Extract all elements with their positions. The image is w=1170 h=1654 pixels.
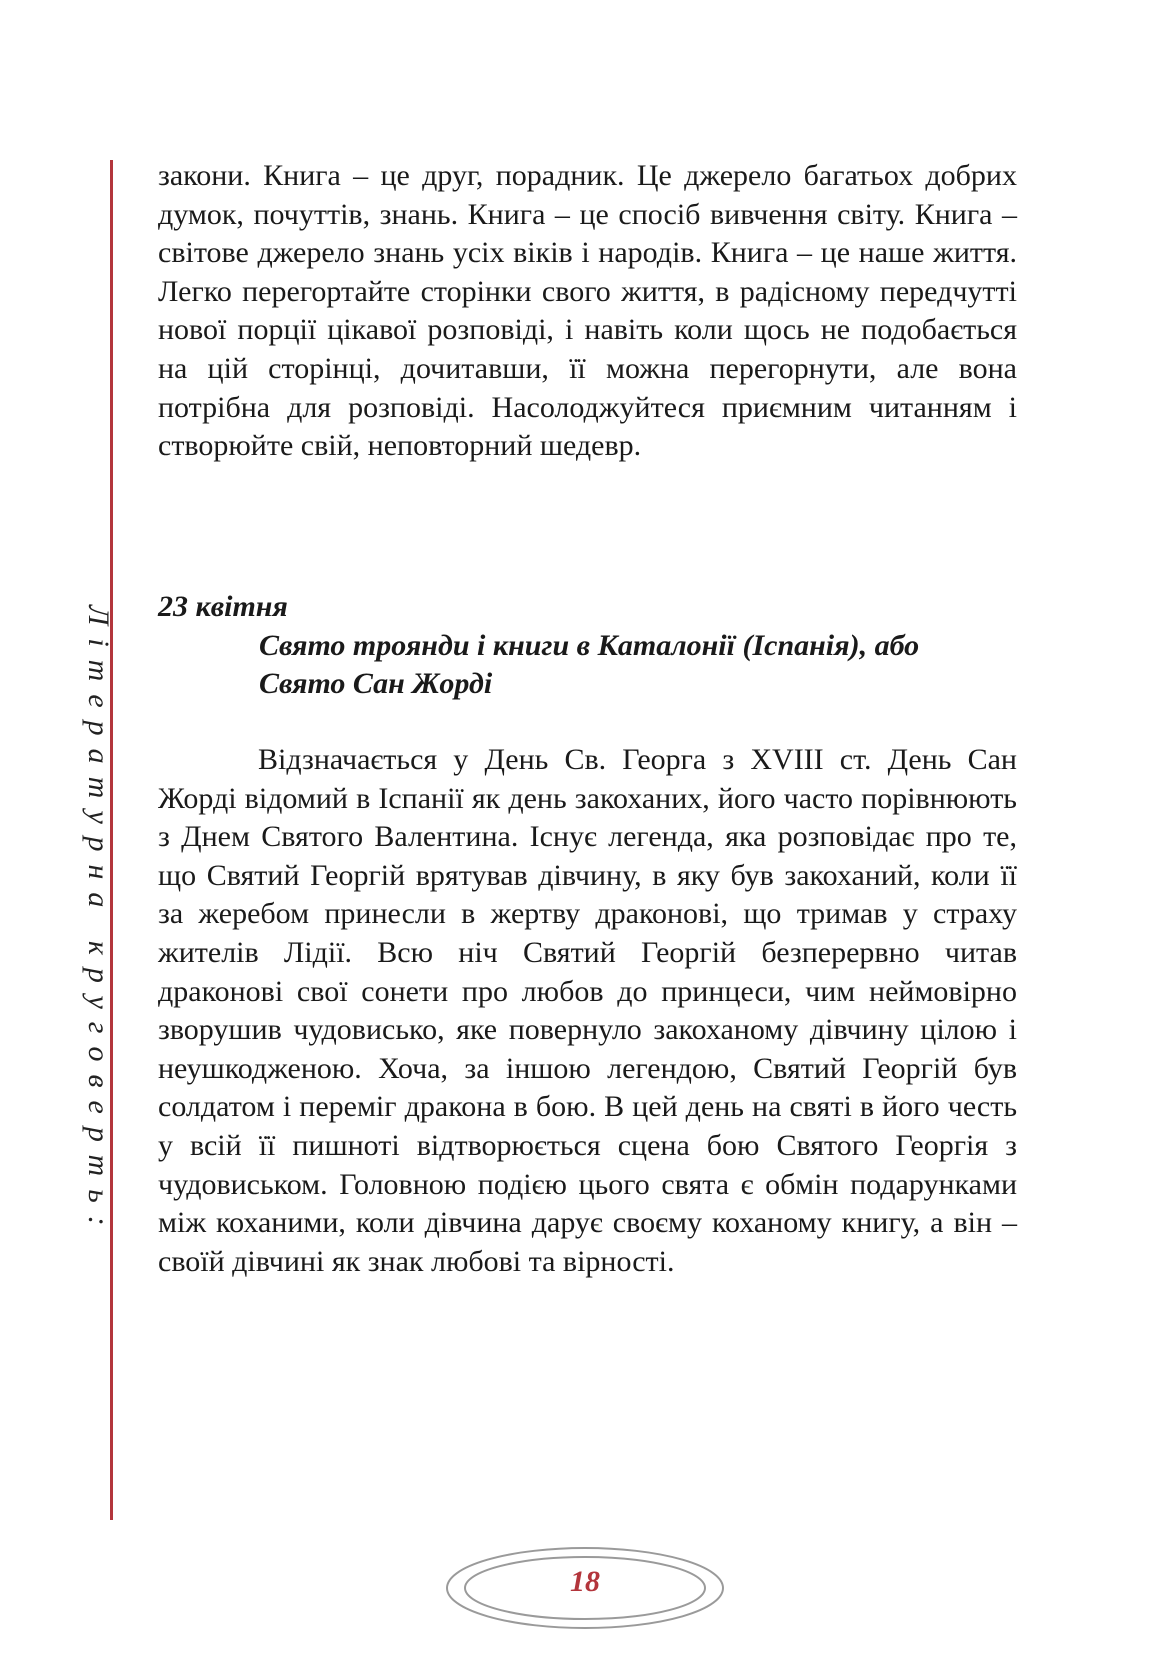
running-title: Літературна круговерть: (82, 605, 115, 1239)
section-body-block (158, 741, 1017, 1281)
intro-paragraph-block (158, 157, 1017, 466)
section-heading (259, 627, 1019, 703)
section-heading-line2: Свято Сан Жорді (259, 667, 493, 700)
page-number-badge (444, 1543, 726, 1633)
section-body: Відзначається у День Св. Георга з XVIII ст. День Сан Жорді відомий в Іспанії як день закоханих, його часто порівнюють з Днем Святого Валентина. Існує легенда, яка розповідає про те, що Святий Георгій врятував дівчину, в яку був закоханий, коли її за жеребом принесли в жертву драконові, що тримав у страху жителів Лідії. Всю ніч Святий Георгій безперервно читав драконові свої сонети про любов до принцеси, чим неймовірно зворушив чудовисько, яке повернуло закоханому дівчину цілою і неушкодженою. Хоча, за іншою легендою, Святий Георгій був солдатом і переміг дракона в бою. В цей день на святі в його честь у всій її пишноті відтворюється сцена бою Святого Георгія з чудовиськом. Головною подією цього свята є обмін подарунками між коханими, коли дівчина дарує своєму коханому книгу, а він – своїй дівчині як знак любові та вірності. (158, 743, 1017, 1278)
intro-paragraph: закони. Книга – це друг, порадник. Це джерело багатьох добрих думок, почуттів, знань. Книга – це спосіб вивчення світу. Книга – світове джерело знань усіх віків і народів. Книга – це наше життя. Легко перегортайте сторінки свого життя, в радісному передчутті нової порції цікавої розповіді, і навіть коли щось не подобається на цій сторінці, дочитавши, її можна перегорнути, але вона потрібна для розповіді. Насолоджуйтеся приємним читанням і створюйте свій, неповторний шедевр. (158, 159, 1017, 463)
section-heading-line1: Свято троянди і книги в Каталонії (Іспанія), або (259, 629, 920, 662)
page-number: 18 (570, 1565, 600, 1598)
section-date: 23 квітня (158, 590, 288, 623)
